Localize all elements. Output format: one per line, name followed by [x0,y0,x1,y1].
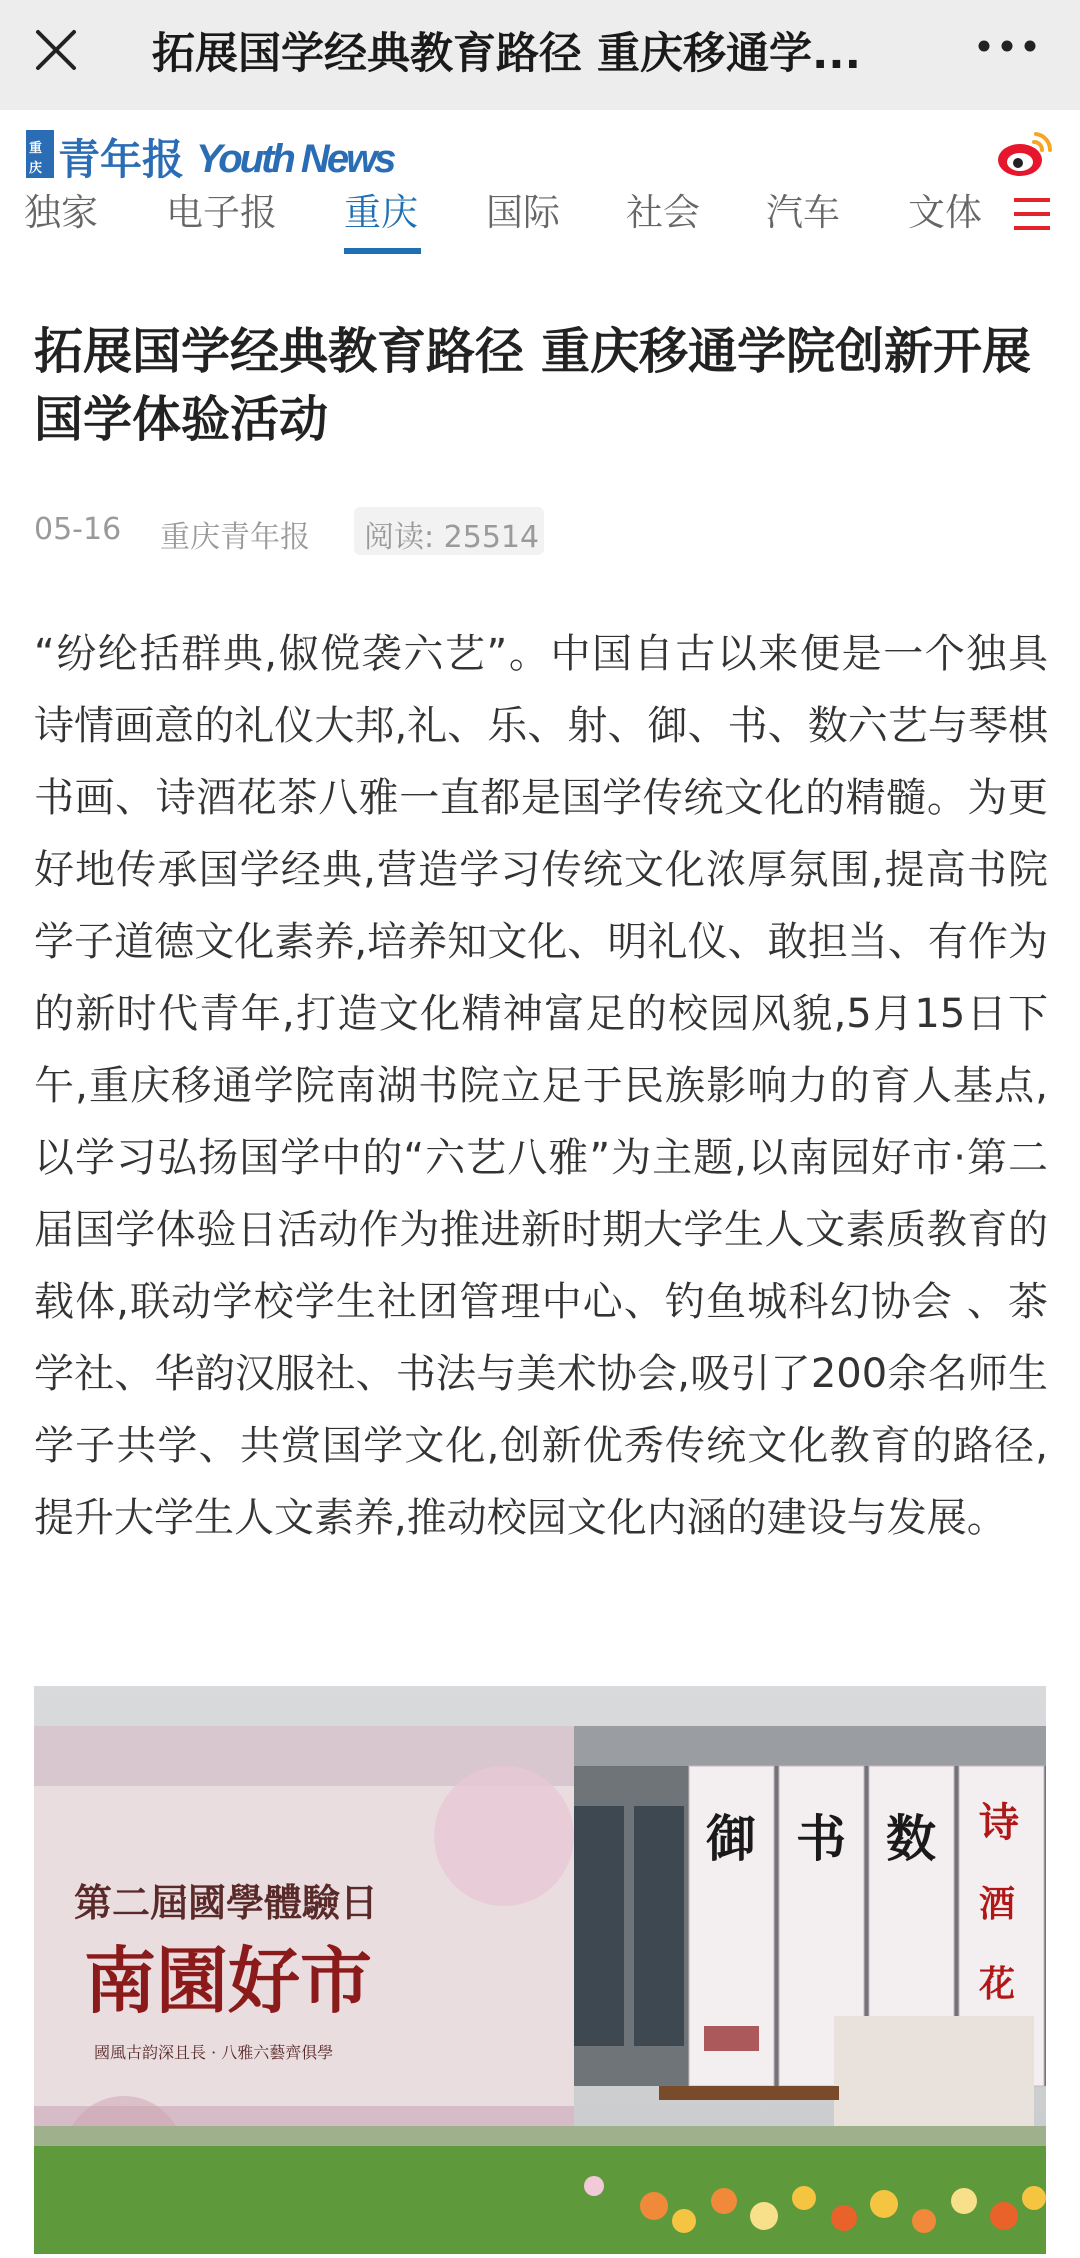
nav-item-epaper[interactable]: 电子报 [166,191,277,234]
banner-title: 第二屆國學體驗日 [74,1880,379,1925]
more-options-icon[interactable] [972,22,1042,86]
scroll-char-1: 御 [706,1809,756,1868]
nav-item-society[interactable]: 社会 [626,191,700,234]
svg-text:青年报: 青年报 [58,135,185,184]
page-title: 拓展国学经典教育路径 重庆移通学... [152,29,861,79]
nav-item-chongqing[interactable]: 重庆 [344,191,418,234]
article-photo[interactable] [34,1686,1046,2254]
scroll-char-2: 书 [796,1809,846,1868]
read-count: 阅读: 25514 [364,520,540,555]
banner-main: 南園好市 [84,1938,373,2023]
banner-subtitle: 國風古韵深且長 · 八雅六藝齊俱學 [94,2043,334,2062]
nav-item-exclusive[interactable]: 独家 [24,191,98,234]
svg-text:Youth News: Youth News [196,137,394,181]
scroll-char-6: 花 [979,1963,1016,2005]
article-body [34,618,1048,1554]
active-tab-indicator [344,248,421,254]
category-nav [0,186,1080,256]
scroll-char-5: 酒 [979,1883,1016,1925]
svg-text:重: 重 [29,141,43,156]
nav-item-auto[interactable]: 汽车 [766,191,840,234]
nav-item-international[interactable]: 国际 [486,191,560,234]
article-paragraph: “纷纶括群典,俶傥袭六艺”。中国自古以来便是一个独具诗情画意的礼仪大邦,礼、乐、射、御、书、数六艺与琴棋书画、诗酒花茶八雅一直都是国学传统文化的精髓。为更好地传承国学经典,营造学习传统文化浓厚氛围,提高书院学子道德文化素养,培养知文化、明礼仪、敢担当、有作为的新时代青年,打造文化精神富足的校园风貌,5月15日下午,重庆移通学院南湖书院立足于民族影响力的育人基点,以学习弘扬国学中的“六艺八雅”为主题,以南园好市·第二届国学体验日活动作为推进新时期大学生人文素质教育的载体,联动学校学生社团管理中心、钓鱼城科幻协会 、茶学社、华韵汉服社、书法与美术协会,吸引了200余名师生学子共学、共赏国学文化,创新优秀传统文化教育的路径,提升大学生人文素养,推动校园文化内涵的建设与发展。 [34,631,1048,1541]
event-scene [34,1686,1046,2254]
publish-date: 05-16 [34,512,122,547]
article-source[interactable]: 重庆青年报 [160,520,310,555]
scroll-char-3: 数 [886,1809,936,1868]
article-headline: 拓展国学经典教育路径 重庆移通学院创新开展国学体验活动 [34,323,1032,448]
nav-item-culture-sports[interactable]: 文体 [908,191,982,234]
scroll-char-4: 诗 [979,1799,1019,1846]
youth-news-logo[interactable] [26,122,394,186]
close-icon[interactable] [30,22,94,86]
weibo-icon[interactable] [996,126,1056,182]
app-bar [0,0,1080,110]
svg-text:庆: 庆 [29,161,43,176]
menu-icon[interactable] [1012,194,1052,234]
